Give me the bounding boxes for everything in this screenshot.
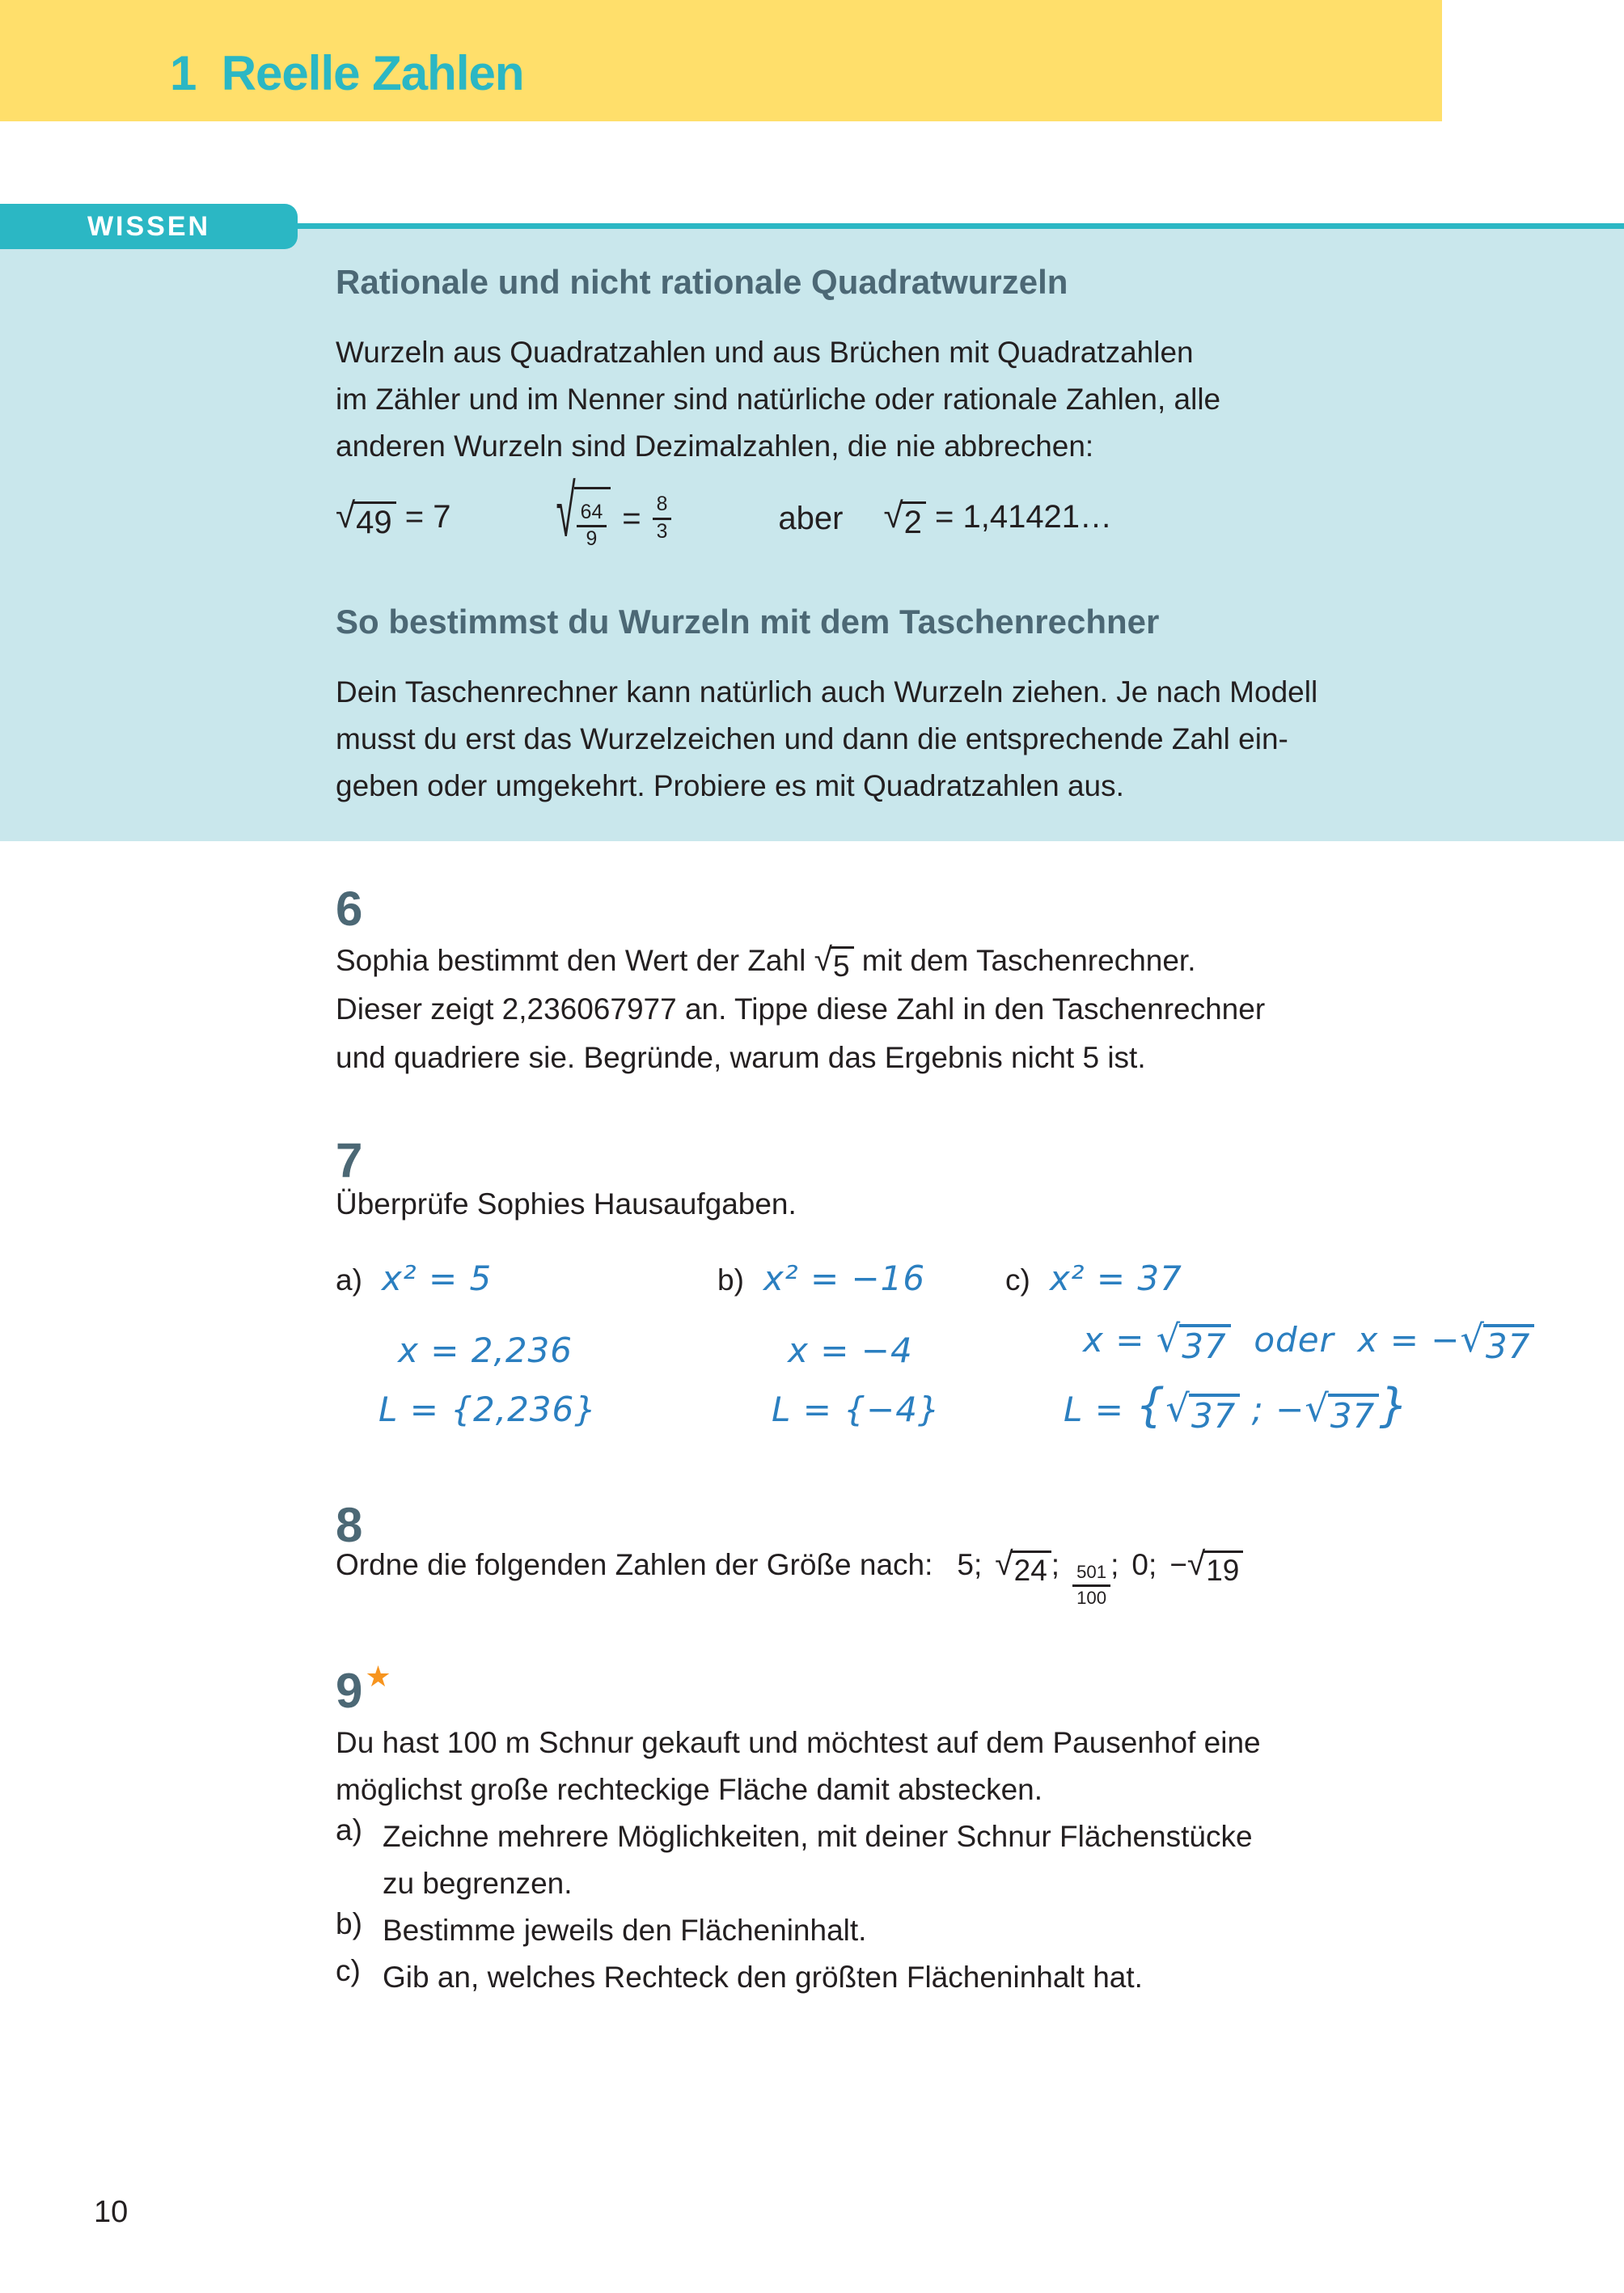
handwritten-equation: x² = 37 (1049, 1259, 1182, 1298)
exercise-7-prompt: Überprüfe Sophies Hausaufgaben. (336, 1187, 797, 1221)
sqrt-expression (883, 495, 925, 540)
sqrt-expression (556, 471, 611, 552)
separator: ; (1110, 1548, 1119, 1581)
radical-sign: √ (336, 495, 356, 535)
paragraph-line: zu begrenzen. (383, 1867, 573, 1900)
minus-sign: − (1169, 1548, 1187, 1581)
radical-sign: √ (1305, 1386, 1330, 1430)
exercise-7b-equation (717, 1259, 925, 1298)
paragraph-line: Zeichne mehrere Möglichkeiten, mit deiner Schnur Flächenstücke (383, 1820, 1253, 1853)
knowledge-paragraph-1 (336, 329, 1220, 470)
wissen-badge-label: WISSEN (87, 210, 211, 242)
knowledge-box (0, 229, 1624, 841)
exercise-9a-text (383, 1813, 1253, 1907)
number-item: 0; (1131, 1548, 1157, 1581)
exercise-7a-solution-set: L = {2,236} (379, 1390, 597, 1429)
numerator: 501 (1072, 1563, 1110, 1586)
wissen-badge (0, 204, 298, 249)
exercise-6-number: 6 (336, 882, 363, 936)
exercise-9b-label: b) (336, 1907, 362, 1940)
sqrt-expression (1186, 1545, 1244, 1587)
exercise-9c-label: c) (336, 1954, 361, 1987)
radicand: 37 (1189, 1394, 1240, 1433)
fraction (577, 502, 607, 550)
paragraph-line: Du hast 100 m Schnur gekauft und möchtest auf dem Pausenhof eine (336, 1726, 1261, 1759)
paragraph-line: Wurzeln aus Quadratzahlen und aus Brüchen mit Quadratzahlen (336, 336, 1194, 369)
radicand: 5 (831, 946, 854, 981)
fraction (653, 494, 672, 542)
page-number: 10 (94, 2195, 129, 2229)
radicand (574, 487, 611, 550)
exercise-7a-solution: x = 2,236 (398, 1331, 573, 1370)
sqrt-expression (1460, 1317, 1534, 1366)
equals-value: = 7 (395, 498, 451, 535)
knowledge-heading-1: Rationale und nicht rationale Quadratwurzeln (336, 263, 1068, 301)
radicand: 24 (1012, 1551, 1051, 1585)
text-segment: L = (1064, 1390, 1136, 1429)
paragraph-line: musst du erst das Wurzelzeichen und dann die entsprechende Zahl ein- (336, 722, 1288, 755)
sqrt-expression (814, 941, 854, 983)
radical-sign: √ (1156, 1317, 1182, 1360)
sqrt-expression (1156, 1317, 1231, 1366)
denominator: 9 (586, 528, 598, 550)
numerator: 64 (577, 502, 607, 527)
paragraph-line: geben oder umgekehrt. Probiere es mit Quadratzahlen aus. (336, 769, 1124, 802)
exercise-8-text (336, 1545, 1243, 1622)
equals-value: = 1,41421… (925, 498, 1113, 535)
paragraph-line (336, 937, 1265, 985)
paragraph-line: anderen Wurzeln sind Dezimalzahlen, die nie abbrechen: (336, 429, 1094, 463)
chapter-title: 1 Reelle Zahlen (170, 46, 524, 100)
radicand: 2 (902, 501, 926, 539)
radical-sign: √ (995, 1545, 1013, 1582)
radicand: 19 (1203, 1551, 1243, 1585)
closing-brace: } (1379, 1379, 1410, 1432)
paragraph-line: möglichst große rechteckige Fläche damit abstecken. (336, 1773, 1043, 1806)
radical-sign: √ (1165, 1386, 1191, 1430)
radical-sign: √ (1460, 1317, 1485, 1360)
sqrt-fraction-example (556, 471, 672, 552)
radicand: 37 (1328, 1394, 1379, 1433)
paragraph-line: Gib an, welches Rechteck den größten Flächeninhalt hat. (383, 1961, 1143, 1994)
text-segment: ; − (1240, 1390, 1305, 1429)
exercise-number-text: 9 (336, 1664, 363, 1718)
radical-sign: √ (883, 495, 903, 535)
part-label: c) (1005, 1263, 1030, 1297)
paragraph-line: im Zähler und im Nenner sind natürliche oder rationale Zahlen, alle (336, 383, 1221, 416)
exercise-7c-solution-set (1064, 1379, 1410, 1436)
part-label: b) (717, 1263, 744, 1297)
opening-brace: { (1136, 1379, 1166, 1432)
exercise-9b-text (383, 1907, 866, 1954)
exercise-9a-label: a) (336, 1813, 362, 1847)
handwritten-equation: x² = 5 (381, 1259, 493, 1298)
text-segment: Sophia bestimmt den Wert der Zahl (336, 944, 814, 977)
text-segment: oder x = − (1230, 1320, 1461, 1360)
sqrt-49-example (336, 495, 451, 540)
sqrt-2-example (883, 495, 1113, 540)
denominator: 3 (656, 520, 668, 543)
sqrt-expression (1165, 1386, 1240, 1436)
exercise-7-number: 7 (336, 1133, 363, 1187)
sqrt-expression (995, 1545, 1051, 1587)
exercise-7b-solution-set: L = {−4} (772, 1390, 941, 1429)
root-examples-row (336, 468, 1112, 569)
exercise-8-prompt: Ordne die folgenden Zahlen der Größe nach: (336, 1548, 933, 1581)
exercise-7c-solution (1083, 1317, 1534, 1366)
sqrt-expression (336, 495, 396, 540)
exercise-9c-text (383, 1954, 1143, 2001)
conjunction-aber: aber (778, 500, 844, 536)
radicand: 49 (353, 501, 396, 539)
text-segment: mit dem Taschenrechner. (853, 944, 1196, 977)
radical-sign: √ (556, 471, 576, 552)
radicand: 37 (1483, 1324, 1534, 1364)
radical-sign: √ (814, 941, 832, 978)
exercise-8-number: 8 (336, 1498, 363, 1552)
text-segment: x = (1083, 1320, 1157, 1360)
separator: ; (1051, 1548, 1060, 1581)
equals-sign: = (622, 500, 641, 536)
knowledge-heading-2: So bestimmst du Wurzeln mit dem Taschenrechner (336, 603, 1160, 641)
paragraph-line: Bestimme jeweils den Flächeninhalt. (383, 1914, 867, 1947)
exercise-7c-equation (1005, 1259, 1182, 1298)
part-label: a) (336, 1263, 362, 1297)
paragraph-line: Dieser zeigt 2,236067977 an. Tippe diese Zahl in den Taschenrechner (336, 992, 1266, 1026)
knowledge-paragraph-2 (336, 669, 1317, 810)
denominator: 100 (1076, 1587, 1107, 1608)
exercise-9-intro (336, 1720, 1261, 1813)
number-item: 5; (957, 1548, 983, 1581)
paragraph-line: und quadriere sie. Begründe, warum das Ergebnis nicht 5 ist. (336, 1041, 1146, 1074)
exercise-6-text (336, 937, 1265, 1082)
radicand: 37 (1179, 1324, 1230, 1364)
numerator: 8 (653, 494, 672, 519)
sqrt-expression (1305, 1386, 1379, 1436)
paragraph-line: Dein Taschenrechner kann natürlich auch Wurzeln ziehen. Je nach Modell (336, 675, 1318, 709)
fraction (1072, 1563, 1110, 1608)
exercise-7a-equation (336, 1259, 492, 1298)
star-icon: ★ (365, 1660, 391, 1693)
exercise-9-number (336, 1662, 391, 1716)
exercise-7b-solution: x = −4 (788, 1331, 913, 1370)
radical-sign: √ (1186, 1545, 1206, 1582)
handwritten-equation: x² = −16 (763, 1259, 926, 1298)
